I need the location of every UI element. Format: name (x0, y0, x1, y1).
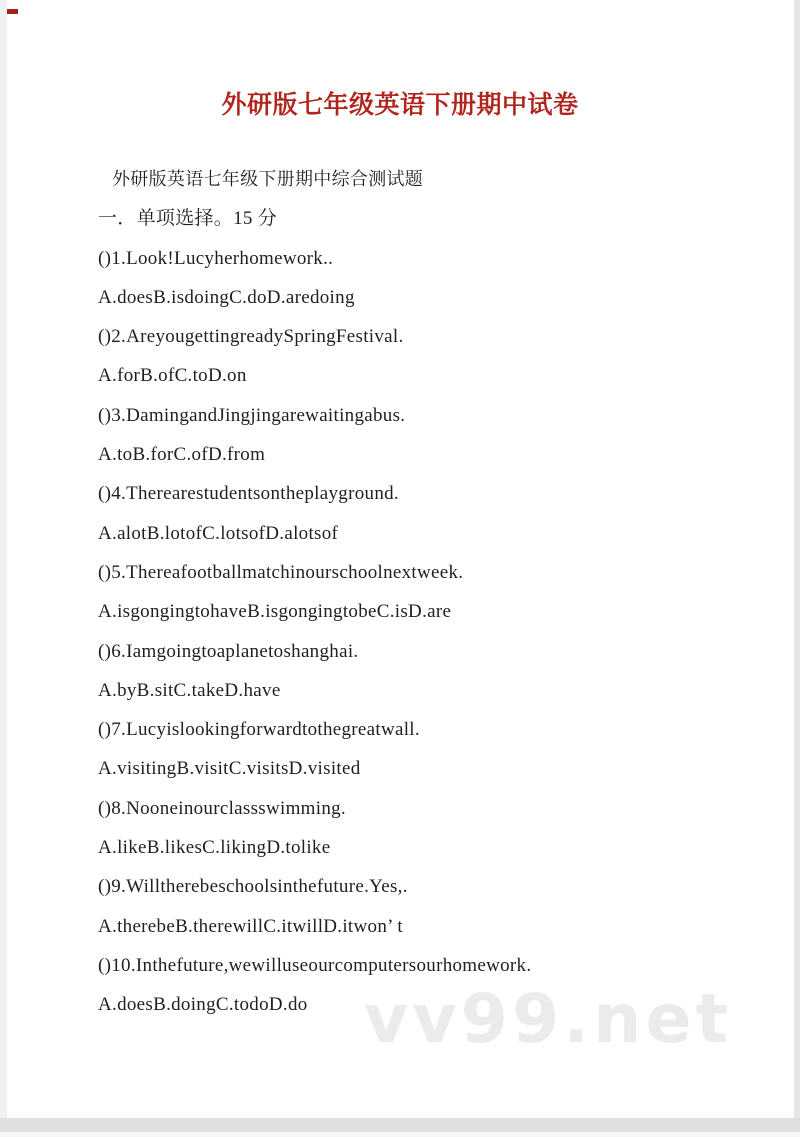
question-options: A.likeB.likesC.likingD.tolike (98, 837, 331, 859)
document-title: 外研版七年级英语下册期中试卷 (221, 91, 579, 119)
section-heading: 一．单项选择。15 分 (98, 208, 278, 230)
question-options: A.isgongingtohaveB.isgongingtobeC.isD.are (98, 601, 452, 623)
question-prompt: ()4.Therearestudentsontheplayground. (98, 483, 399, 505)
question-options: A.therebeB.therewillC.itwillD.itwon’ t (98, 915, 403, 937)
document-body (0, 160, 800, 1025)
question-options: A.visitingB.visitC.visitsD.visited (98, 758, 361, 780)
page-bottom-strip (0, 1132, 800, 1137)
page-corner-mark (7, 9, 18, 14)
question-options: A.forB.ofC.toD.on (98, 365, 247, 387)
watermark: vv99.net (364, 980, 733, 1059)
page-bottom-edge (0, 1118, 800, 1132)
question-prompt: ()3.DamingandJingjingarewaitingabus. (98, 404, 406, 426)
question-prompt: ()10.Inthefuture,wewilluseourcomputersourhomework. (98, 954, 532, 976)
question-list (0, 239, 800, 1025)
document-subtitle: 外研版英语七年级下册期中综合测试题 (112, 169, 424, 189)
question-prompt: ()7.Lucyislookingforwardtothegreatwall. (98, 719, 420, 741)
question-options: A.doesB.isdoingC.doD.aredoing (98, 286, 355, 308)
question-options: A.alotB.lotofC.lotsofD.alotsof (98, 522, 339, 544)
question-options: A.toB.forC.ofD.from (98, 444, 266, 466)
question-prompt: ()6.Iamgoingtoaplanetoshanghai. (98, 640, 359, 662)
question-prompt: ()1.Look!Lucyherhomework.. (98, 247, 334, 269)
question-options: A.byB.sitC.takeD.have (98, 679, 281, 701)
question-prompt: ()2.AreyougettingreadySpringFestival. (98, 326, 404, 348)
question-prompt: ()9.Willtherebeschoolsinthefuture.Yes,. (98, 876, 408, 898)
question-prompt: ()8.Nooneinourclassswimming. (98, 797, 346, 819)
question-prompt: ()5.Thereafootballmatchinourschoolnextweek. (98, 561, 464, 583)
question-options: A.doesB.doingC.todoD.do (98, 994, 308, 1016)
